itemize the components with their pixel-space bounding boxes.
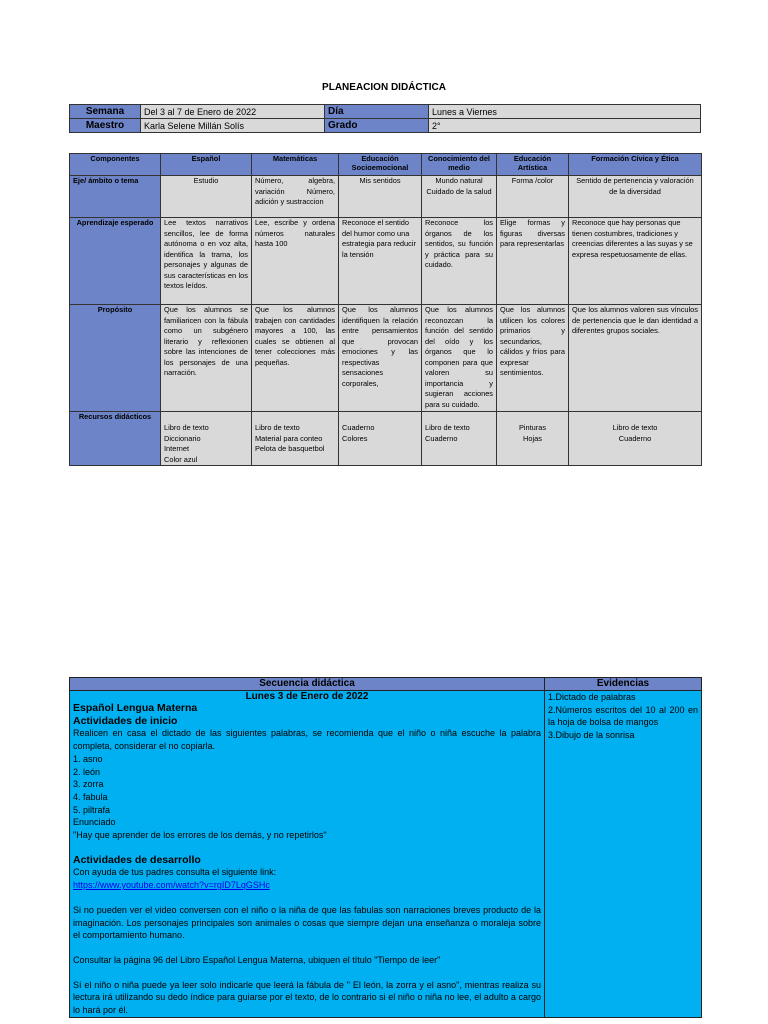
inicio-text: Realicen en casa el dictado de las siguientes palabras, se recomienda que el niño o niña escuche la palabra completa, considerar el no copiarla. bbox=[73, 728, 541, 752]
resource-item: Libro de texto bbox=[612, 423, 658, 432]
table-cell: Que los alumnos valoren sus vínculos de pertenencia que le dan identidad a diferentes grupos sociales. bbox=[569, 305, 702, 412]
word-item: 1. asno bbox=[73, 753, 103, 764]
sequence-date: Lunes 3 de Enero de 2022 bbox=[245, 691, 369, 702]
table-cell: Forma /color bbox=[497, 176, 569, 218]
enunciado-label: Enunciado bbox=[73, 817, 116, 828]
page-title: PLANEACION DIDÁCTICA bbox=[322, 82, 446, 93]
col-header-civica: Formación Cívica y Ética bbox=[569, 154, 702, 176]
table-cell: Reconoce que hay personas que tienen costumbres, tradiciones y creencias diferentes a las suyas y se expresa respetuosamente de ellas. bbox=[569, 218, 702, 305]
sequence-header: Secuencia didáctica bbox=[70, 678, 545, 691]
semana-value: Del 3 al 7 de Enero de 2022 bbox=[141, 105, 325, 119]
maestro-label: Maestro bbox=[70, 119, 141, 133]
row-label-proposito: Propósito bbox=[70, 305, 161, 412]
table-cell: Lee, escribe y ordena números naturales hasta 100 bbox=[252, 218, 339, 305]
components-table bbox=[69, 153, 702, 466]
evidence-item: 3.Dibujo de la sonrisa bbox=[548, 730, 635, 741]
word-item: 3. zorra bbox=[73, 779, 104, 790]
resource-item: Hojas bbox=[523, 433, 542, 443]
resource-item: Colores bbox=[342, 433, 368, 443]
evidence-item: 2.Números escritos del 10 al 200 en la hoja de bolsa de mangos bbox=[548, 704, 698, 728]
dia-label: Día bbox=[325, 105, 429, 119]
video-link[interactable]: https://www.youtube.com/watch?v=rgID7LqGSHc bbox=[73, 880, 270, 891]
grado-label: Grado bbox=[325, 119, 429, 133]
row-label-recursos: Recursos didácticos bbox=[70, 412, 161, 466]
table-cell: Reconoce el sentido del humor como una estrategia para reducir la tensión bbox=[339, 218, 422, 305]
paragraph: Si no pueden ver el video conversen con el niño o la niña de que las fabulas son narraciones breves producto de la imaginación. Los personajes principales son animales o cosas que siempre dejan una enseñanza o moraleja sobre el comportamiento humano. bbox=[73, 904, 541, 941]
sequence-body bbox=[70, 691, 545, 1018]
col-header-matematicas: Matemáticas bbox=[252, 154, 339, 176]
resource-item: Libro de texto bbox=[425, 423, 470, 432]
word-item: 5. piltrafa bbox=[73, 804, 111, 815]
table-cell bbox=[161, 412, 252, 466]
col-header-componentes: Componentes bbox=[70, 154, 161, 176]
table-cell: Elige formas y figuras diversas para representarlas bbox=[497, 218, 569, 305]
resource-item: Libro de texto bbox=[164, 423, 209, 432]
resource-item: Pinturas bbox=[518, 423, 547, 432]
table-cell: Que los alumnos utilicen los colores primarios y secundarios, cálidos y fríos para expresar sentimientos. bbox=[497, 305, 569, 412]
desarrollo-title: Actividades de desarrollo bbox=[73, 853, 201, 866]
evidence-body bbox=[545, 691, 702, 1018]
subject-title: Español Lengua Materna bbox=[73, 702, 198, 714]
desarrollo-intro: Con ayuda de tus padres consulta el siguiente link: bbox=[73, 867, 277, 878]
table-cell bbox=[497, 412, 569, 466]
table-cell: Número, algebra, variación Número, adición y sustraccion bbox=[252, 176, 339, 218]
table-cell: Mis sentidos bbox=[339, 176, 422, 218]
resource-item: Color azul bbox=[164, 454, 198, 464]
inicio-title: Actividades de inicio bbox=[73, 714, 178, 727]
resource-item: Diccionario bbox=[164, 433, 201, 443]
table-cell bbox=[252, 412, 339, 466]
table-cell: Que los alumnos reconozcan la función del sentido del oído y los órganos que lo componen para que valoren su importancia y sugieran acciones para su cuidado. bbox=[422, 305, 497, 412]
evidence-item: 1.Dictado de palabras bbox=[548, 692, 636, 702]
resource-item: Cuaderno bbox=[618, 433, 652, 443]
enunciado-text: "Hay que aprender de los errores de los demás, y no repetirlos" bbox=[73, 830, 327, 841]
col-header-conocimiento: Conocimiento del medio bbox=[422, 154, 497, 176]
sequence-table bbox=[69, 677, 702, 1018]
table-cell: Que los alumnos se familiaricen con la fábula como un subgénero literario y reflexionen sobre las intenciones de los personajes de una narración. bbox=[161, 305, 252, 412]
resource-item: Cuaderno bbox=[342, 423, 375, 432]
semana-label: Semana bbox=[70, 105, 141, 119]
word-item: 4. fabula bbox=[73, 791, 108, 802]
table-cell bbox=[569, 412, 702, 466]
table-cell: Que los alumnos identifiquen la relación entre pensamientos que provocan emociones y las respectivas sensaciones corporales, bbox=[339, 305, 422, 412]
table-cell: Lee textos narrativos sencillos, lee de forma autónoma o en voz alta, identifica la trama, los personajes y algunas de sus características en los textos leídos. bbox=[161, 218, 252, 305]
grado-value: 2° bbox=[429, 119, 701, 133]
resource-item: Cuaderno bbox=[425, 433, 458, 443]
table-cell bbox=[339, 412, 422, 466]
table-cell: Reconoce los órganos de los sentidos, su función y práctica para su cuidado. bbox=[422, 218, 497, 305]
table-cell: Que los alumnos trabajen con cantidades mayores a 100, las cuales se obtienen al tener colecciones más pequeñas. bbox=[252, 305, 339, 412]
maestro-value: Karla Selene Millán Solís bbox=[141, 119, 325, 133]
col-header-artistica: Educación Artística bbox=[497, 154, 569, 176]
header-table bbox=[69, 104, 701, 133]
dia-value: Lunes a Viernes bbox=[429, 105, 701, 119]
table-cell bbox=[422, 412, 497, 466]
resource-item: Libro de texto bbox=[255, 423, 300, 432]
table-cell: Estudio bbox=[161, 176, 252, 218]
table-cell: Sentido de pertenencia y valoración de la diversidad bbox=[569, 176, 702, 218]
resource-item: Material para conteo bbox=[255, 433, 323, 443]
paragraph: Consultar la página 96 del Libro Español Lengua Materna, ubiquen el título "Tiempo de leer" bbox=[73, 954, 441, 965]
evidence-header: Evidencias bbox=[545, 678, 702, 691]
row-label-eje: Eje/ ámbito o tema bbox=[70, 176, 161, 218]
word-item: 2. león bbox=[73, 766, 101, 777]
table-cell: Mundo natural Cuidado de la salud bbox=[422, 176, 497, 218]
col-header-espanol: Español bbox=[161, 154, 252, 176]
resource-item: Internet bbox=[164, 444, 190, 453]
resource-item: Pelota de basquetbol bbox=[255, 444, 325, 453]
col-header-socioemocional: Educación Socioemocional bbox=[339, 154, 422, 176]
row-label-aprendizaje: Aprendizaje esperado bbox=[70, 218, 161, 305]
paragraph: Sí el niño o niña puede ya leer solo indicarle que leerá la fábula de " El león, la zorra y el asno", mientras realiza su lectura irá utilizando su dedo índice para guiarse por el texto, de lo contrario si el niño o niña no lee, el adulto a cargo lo hará por él. bbox=[73, 979, 541, 1016]
